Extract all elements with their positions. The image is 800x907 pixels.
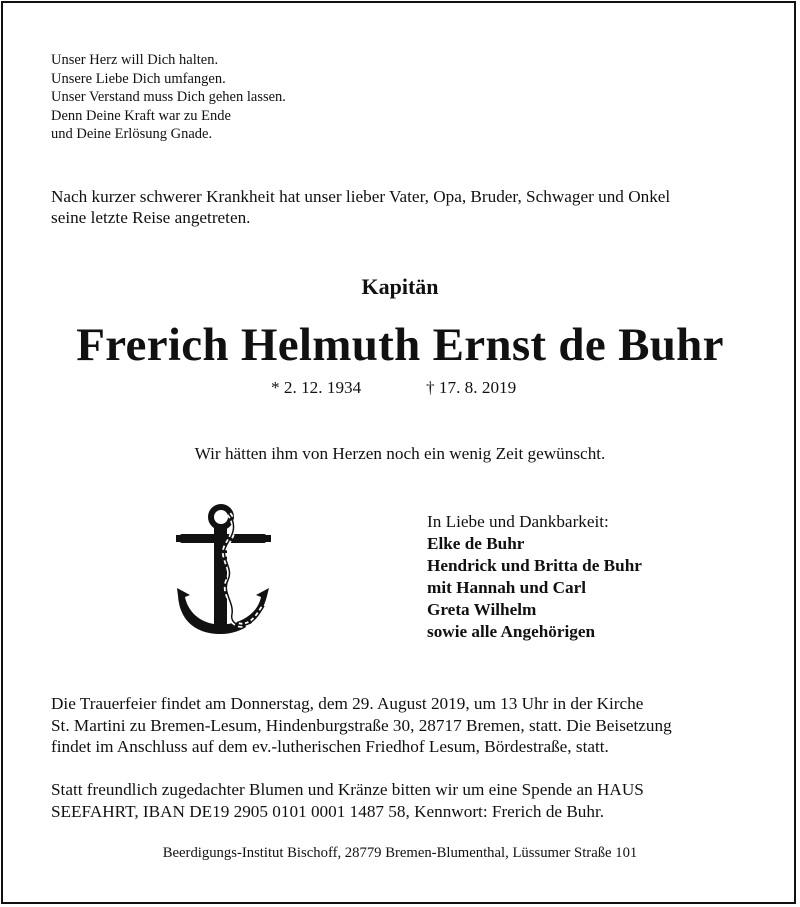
ceremony-line: St. Martini zu Bremen-Lesum, Hindenburgstraße 30, 28717 Bremen, statt. Die Beisetzung: [51, 715, 672, 735]
thanks-heading: In Liebe und Dankbarkeit:: [427, 512, 609, 531]
poem-line: Unsere Liebe Dich umfangen.: [51, 70, 226, 87]
quote: Wir hätten ihm von Herzen noch ein wenig Zeit gewünscht.: [194, 444, 606, 463]
poem-line: Denn Deine Kraft war zu Ende: [51, 107, 231, 124]
ceremony-line: findet im Anschluss auf dem ev.-lutherischen Friedhof Lesum, Bördestraße, statt.: [51, 737, 609, 756]
donation-line: Statt freundlich zugedachter Blumen und Kränze bitten wir um eine Spende an HAUS: [51, 780, 644, 799]
mourner-name: Elke de Buhr: [427, 534, 525, 553]
poem-line: und Deine Erlösung Gnade.: [51, 126, 213, 142]
intro-line: seine letzte Reise angetreten.: [51, 208, 251, 227]
ceremony-line: Die Trauerfeier findet am Donnerstag, dem 29. August 2019, um 13 Uhr in der Kirche: [51, 694, 644, 713]
poem: [51, 51, 286, 144]
poem-line: Unser Verstand muss Dich gehen lassen.: [51, 89, 286, 105]
intro-text: [51, 186, 751, 228]
mourners-list: [427, 533, 642, 643]
deceased-title: Kapitän: [361, 274, 439, 299]
mourner-name: sowie alle Angehörigen: [427, 622, 596, 641]
ceremony-info: [51, 693, 672, 758]
deceased-name: Frerich Helmuth Ernst de Buhr: [76, 319, 724, 371]
mourner-name: Greta Wilhelm: [427, 600, 537, 619]
mourner-name: mit Hannah und Carl: [427, 578, 587, 597]
donation-info: [51, 779, 644, 822]
donation-line: SEEFAHRT, IBAN DE19 2905 0101 0001 1487 58, Kennwort: Frerich de Buhr.: [51, 801, 605, 821]
thanks-block: [427, 511, 642, 643]
mourner-name: Hendrick und Britta de Buhr: [427, 556, 642, 575]
funeral-home-footer: Beerdigungs-Institut Bischoff, 28779 Bremen-Blumenthal, Lüssumer Straße 101: [162, 845, 638, 861]
poem-line: Unser Herz will Dich halten.: [51, 52, 219, 68]
intro-line: Nach kurzer schwerer Krankheit hat unser lieber Vater, Opa, Bruder, Schwager und Onkel: [51, 187, 671, 206]
anchor-icon: [172, 502, 276, 642]
birth-date: * 2. 12. 1934: [271, 378, 362, 397]
death-date: † 17. 8. 2019: [426, 378, 517, 397]
